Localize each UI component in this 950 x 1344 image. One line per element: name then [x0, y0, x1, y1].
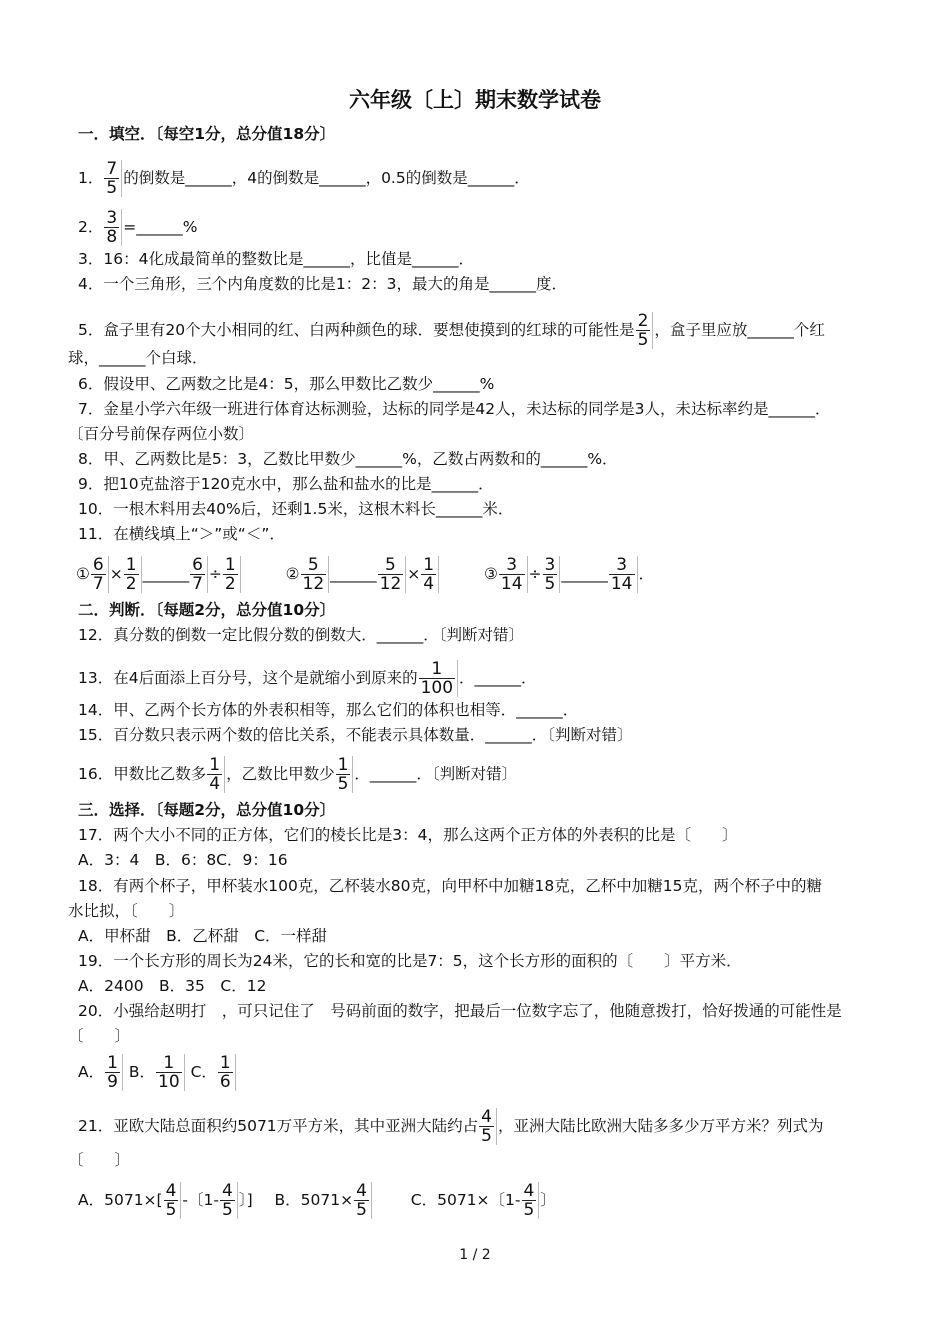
section-true-false: 二．判断．〔每题2分，总分值10分〕: [78, 601, 336, 619]
fraction-6-7: $\frac{6}{7}$: [190, 556, 208, 593]
question-5: 5．盒子里有20个大小相同的红、白两种颜色的球．要想使摸到的红球的可能性是 $\frac{2}{5}$ ，盒子里应放______个红: [78, 311, 825, 350]
fraction-4-5: $\frac{4}{5}$: [220, 1182, 238, 1219]
question-19: 19．一个长方形的周长为24米，它的长和宽的比是7：5，这个长方形的面积的〔 〕平方米．: [78, 952, 742, 970]
question-16: 16．甲数比乙数多 $\frac{1}{4}$ ，乙数比甲数少 $\frac{1}{5}$ ．______．〔判断对错〕: [78, 755, 518, 794]
fraction-3-14: $\frac{3}{14}$: [499, 556, 528, 593]
question-18-cont: 水比拟，〔 〕: [68, 902, 185, 920]
fraction-7-5: $\frac{7}{5}$: [104, 160, 122, 197]
fraction-3-14: $\frac{3}{14}$: [609, 556, 638, 593]
fraction-1-4: $\frac{1}{4}$: [207, 756, 225, 793]
fraction-1-2: $\frac{1}{2}$: [124, 556, 142, 593]
question-3: 3．16：4化成最简单的整数比是______，比值是______．: [78, 250, 474, 268]
q1-number: 1．: [78, 169, 104, 187]
page-number: 1 / 2: [459, 1247, 491, 1263]
section-choice: 三．选择．〔每题2分，总分值10分〕: [78, 801, 336, 819]
fraction-1-4: $\frac{1}{4}$: [421, 556, 439, 593]
question-14: 14．甲、乙两个长方体的外表积相等，那么它们的体积也相等．______．: [78, 701, 579, 719]
question-21: 21．亚欧大陆总面积约5071万平方米，其中亚洲大陆约占 $\frac{4}{5}$ ，亚洲大陆比欧洲大陆多多少万平方米？列式为: [78, 1107, 824, 1146]
fraction-1-5: $\frac{1}{5}$: [336, 756, 354, 793]
question-11: 11．在横线填上“＞”或“＜”．: [78, 525, 285, 543]
question-20: 20．小强给赵明打 ，可只记住了 号码前面的数字，把最后一位数字忘了，他随意拨打，恰好拨通的可能性是: [78, 1002, 842, 1020]
question-13: 13．在4后面添上百分号，这个是就缩小到原来的 $\frac{1}{100}$ ．______．: [78, 659, 537, 698]
question-17: 17．两个大小不同的正方体，它们的棱长比是3：4，那么这两个正方体的外表积的比是〔 〕: [78, 826, 738, 844]
question-18-options: A．甲杯甜 B．乙杯甜 C．一样甜: [78, 927, 328, 945]
question-15: 15．百分数只表示两个数的倍比关系，不能表示具体数量．______．〔判断对错〕: [78, 726, 633, 744]
question-5-cont: 球，______个白球．: [68, 349, 208, 367]
question-10: 10．一根木料用去40%后，还剩1.5米，这根木料长______米．: [78, 500, 514, 518]
question-20-options: A． $\frac{1}{9}$ B． $\frac{1}{10}$ C． $\frac{1}{6}$: [78, 1054, 237, 1091]
page-title: 六年级〔上〕期末数学试卷: [349, 88, 601, 112]
question-9: 9．把10克盐溶于120克水中，那么盐和盐水的比是______．: [78, 475, 494, 493]
fraction-3-5: $\frac{3}{5}$: [543, 556, 561, 593]
fraction-1-100: $\frac{1}{100}$: [419, 660, 458, 697]
question-1: [78, 160, 530, 197]
question-18: 18．有两个杯子，甲杯装水100克，乙杯装水80克，向甲杯中加糖18克，乙杯中加糖15克，两个杯子中的糖: [78, 877, 822, 895]
question-2: 2． $\frac{3}{8}$ =______%: [78, 208, 198, 247]
fraction-1-9: $\frac{1}{9}$: [105, 1054, 123, 1091]
fraction-1-2: $\frac{1}{2}$: [223, 556, 241, 593]
question-12: 12．真分数的倒数一定比假分数的倒数大．______．〔判断对错〕: [78, 626, 524, 644]
fraction-2-5: $\frac{2}{5}$: [636, 312, 654, 349]
fraction-1-10: $\frac{1}{10}$: [156, 1054, 185, 1091]
fraction-4-5: $\frac{4}{5}$: [479, 1108, 497, 1145]
question-6: 6．假设甲、乙两数之比是4：5，那么甲数比乙数少______%: [78, 375, 495, 393]
q1-text: 的倒数是______，4的倒数是______，0.5的倒数是______．: [123, 169, 530, 187]
question-7: 7．金星小学六年级一班进行体育达标测验，达标的同学是42人，未达标的同学是3人，未达标率约是______．: [78, 400, 831, 418]
question-21-cont: 〔 〕: [68, 1151, 131, 1169]
fraction-6-7: $\frac{6}{7}$: [91, 556, 109, 593]
question-20-cont: 〔 〕: [68, 1027, 131, 1045]
fraction-5-12: $\frac{5}{12}$: [378, 556, 407, 593]
fraction-4-5: $\frac{4}{5}$: [354, 1182, 372, 1219]
question-11-items: ① $\frac{6}{7}$ × $\frac{1}{2}$ ______ $\frac{6}{7}$ ÷ $\frac{1}{2}$ ② $\frac{5}{12}$ ______ $\frac{5}{12}$ × $\frac{1}{4}$ ③ $\frac{3}{14}$ ÷ $\frac{3}{5}$ ______ $\frac{3}{14}$ ．: [76, 555, 655, 594]
fraction-1-6: $\frac{1}{6}$: [218, 1054, 236, 1091]
question-17-options: A．3：4 B．6：8C．9：16: [78, 851, 288, 869]
section-fill-blank: 一．填空．〔每空1分，总分值18分〕: [78, 125, 336, 143]
fraction-4-5: $\frac{4}{5}$: [522, 1182, 540, 1219]
fraction-5-12: $\frac{5}{12}$: [301, 556, 330, 593]
fraction-4-5: $\frac{4}{5}$: [164, 1182, 182, 1219]
question-21-options: A．5071×[ $\frac{4}{5}$ -〔1- $\frac{4}{5}$ 〕] B．5071× $\frac{4}{5}$ C．5071×〔1- $\frac{4}{5}$ 〕: [78, 1181, 556, 1220]
question-19-options: A．2400 B．35 C．12: [78, 977, 267, 995]
question-4: 4．一个三角形，三个内角度数的比是1：2：3，最大的角是______度．: [78, 275, 567, 293]
question-7-note: 〔百分号前保存两位小数〕: [68, 425, 255, 443]
fraction-3-8: $\frac{3}{8}$: [104, 209, 122, 246]
question-8: 8．甲、乙两数比是5：3，乙数比甲数少______%，乙数占两数和的______%．: [78, 450, 618, 468]
